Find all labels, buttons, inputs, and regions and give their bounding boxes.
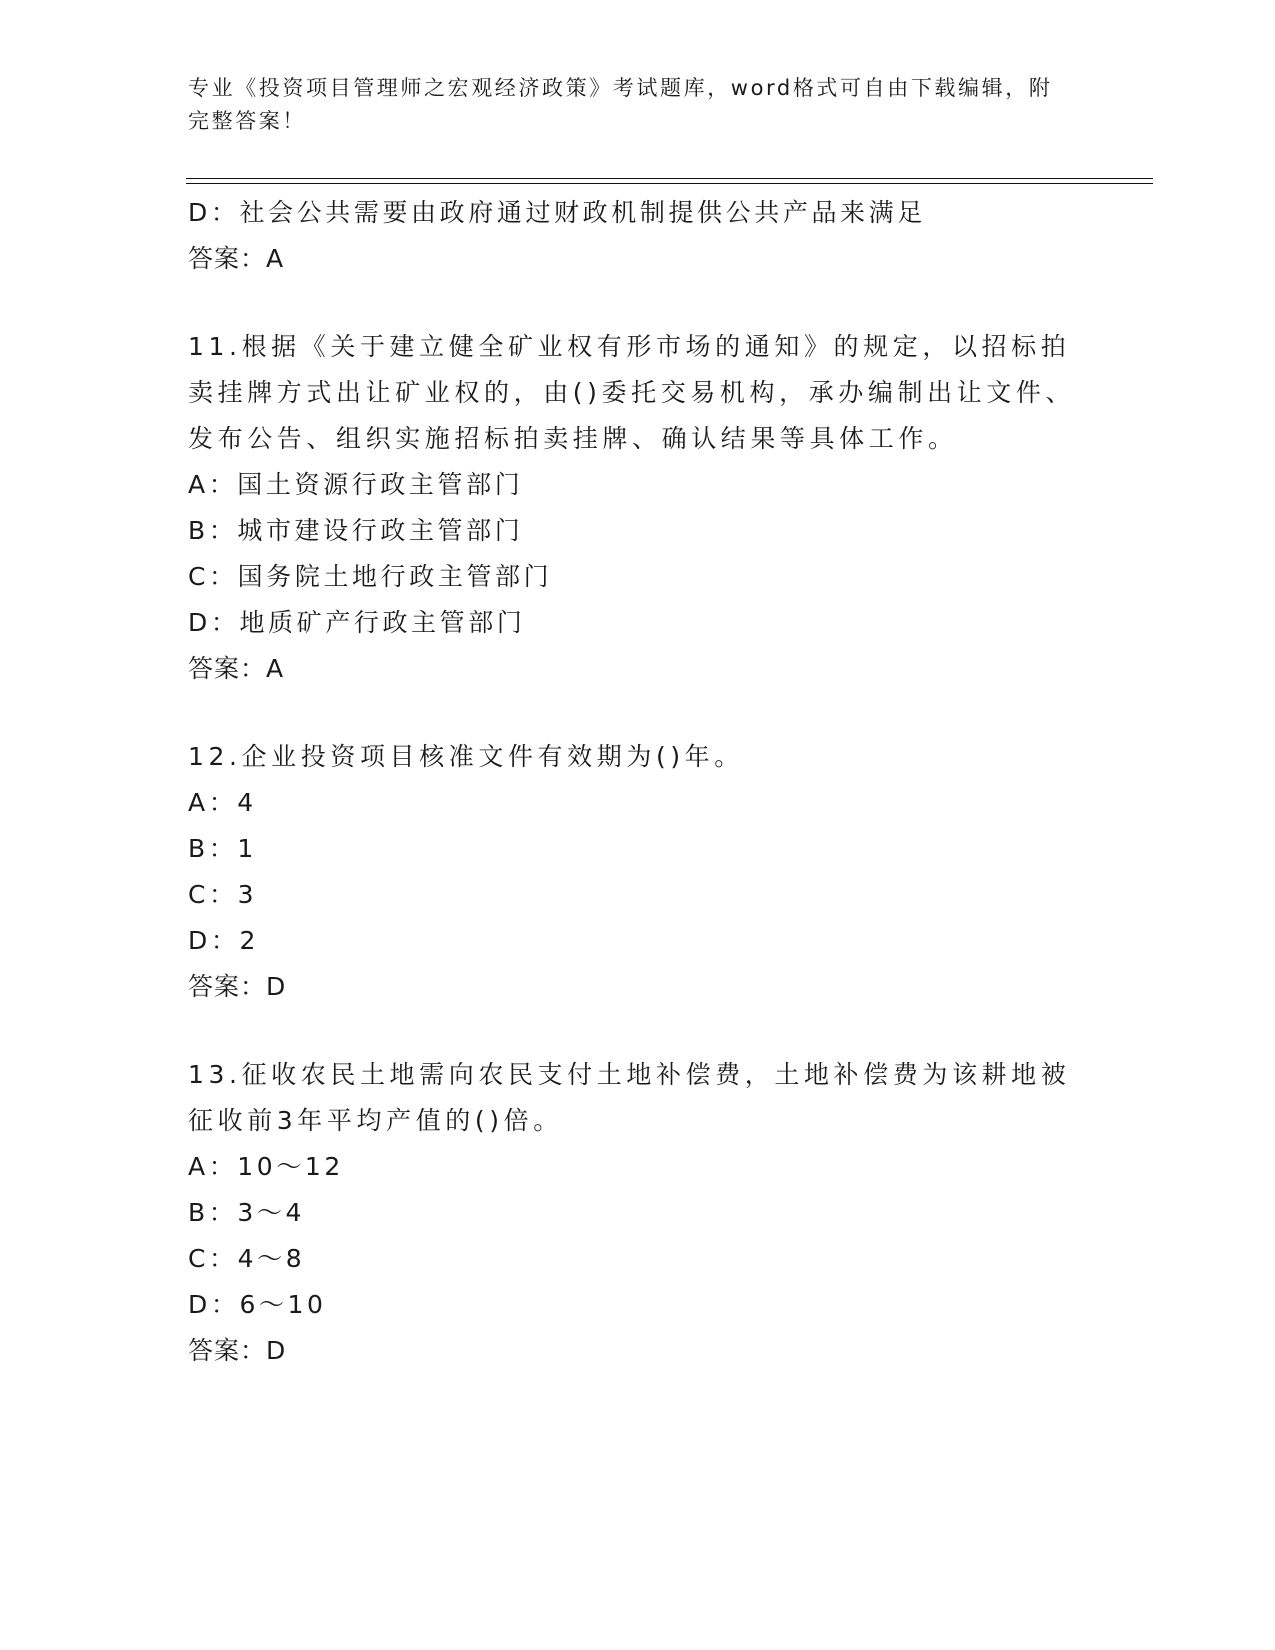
answer: 答案：D (188, 972, 287, 1001)
option-c: C：国务院土地行政主管部门 (188, 562, 553, 591)
spacer (188, 692, 1088, 734)
question-text: 11.根据《关于建立健全矿业权有形市场的通知》的规定，以招标拍卖挂牌方式出让矿业权的，由()委托交易机构，承办编制出让文件、发布公告、组织实施招标拍卖挂牌、确认结果等具体工作。 (188, 332, 1076, 453)
question-text: 12.企业投资项目核准文件有效期为()年。 (188, 742, 744, 771)
option-c: C：4～8 (188, 1244, 306, 1273)
header-divider-bottom (186, 183, 1153, 184)
option-a: A：4 (188, 788, 257, 817)
answer: 答案：D (188, 1336, 287, 1365)
option-a: A：10～12 (188, 1152, 344, 1181)
option-a: A：国土资源行政主管部门 (188, 470, 524, 499)
answer: 答案：A (188, 654, 285, 683)
header-divider-top (186, 178, 1153, 179)
option-d: D：地质矿产行政主管部门 (188, 608, 526, 637)
option-b: B：1 (188, 834, 257, 863)
question-13 (188, 1052, 1088, 1374)
option-b: B：3～4 (188, 1198, 305, 1227)
question-12 (188, 734, 1088, 1010)
option-d: D：2 (188, 926, 259, 955)
previous-option-d: D：社会公共需要由政府通过财政机制提供公共产品来满足 (188, 198, 926, 227)
option-c: C：3 (188, 880, 258, 909)
spacer (188, 282, 1088, 324)
document-header: 专业《投资项目管理师之宏观经济政策》考试题库，word格式可自由下载编辑，附完整答案！ (188, 76, 1053, 133)
question-11 (188, 324, 1088, 692)
question-text: 13.征收农民土地需向农民支付土地补偿费，土地补偿费为该耕地被征收前3年平均产值的()倍。 (188, 1060, 1071, 1135)
question-list (188, 190, 1088, 1374)
spacer (188, 1010, 1088, 1052)
previous-answer: 答案：A (188, 244, 285, 273)
option-d: D：6～10 (188, 1290, 327, 1319)
option-b: B：城市建设行政主管部门 (188, 516, 524, 545)
